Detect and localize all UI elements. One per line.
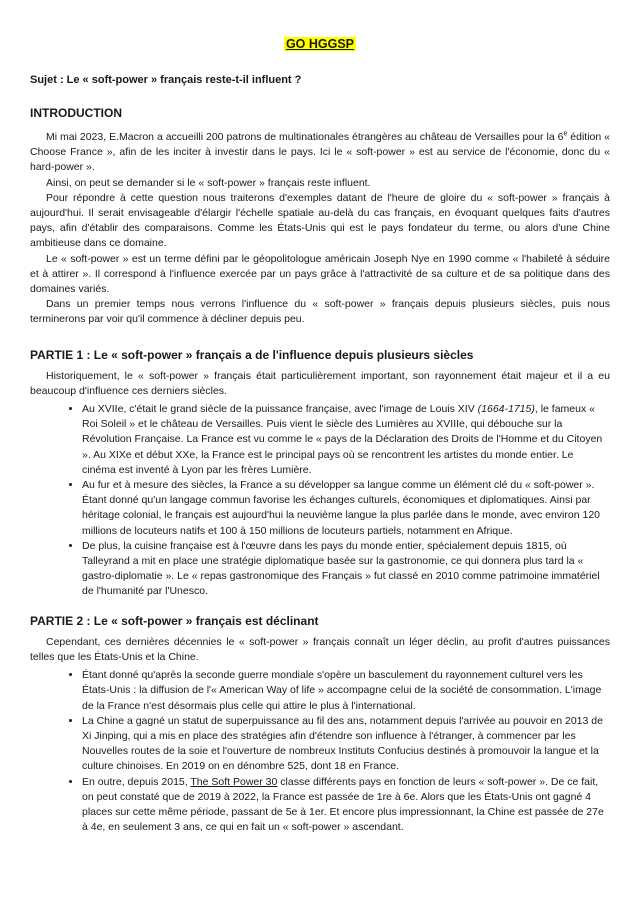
soft-power-30-link[interactable]: The Soft Power 30: [190, 775, 278, 788]
list-item: • Au XVIIe, c'était le grand siècle de la puissance française, avec l'image de Louis XIV (1664-1715), le fameux « Roi Soleil » et le château de Versailles. Puis vient le siècle des Lumières au XVIIIe, qui débouche sur la Révolution Française. La France est vu comme le « pays de la Déclaration des Droits de l'Homme et du Citoyen ». Au XIXe et début XXe, la France est le principal pays où se rencontrent les artistes du monde entier. Le cinéma est inventé à Lyon par les frères Lumière.: [82, 402, 610, 478]
list-item: • En outre, depuis 2015, The Soft Power 30 classe différents pays en fonction de leurs « soft-power ». De ce fait, on peut constaté que de 2019 à 2022, la France est passée de 1re à 6e. Alors que les États-Unis ont gagné 4 places sur cette même période, passant de 5e à 1er. Et encore plus impressionnant, la Chine est passée de 27e à 4e, en seulement 3 ans, ce qui en fait un « soft-power » ascendant.: [82, 775, 610, 836]
intro-paragraph: Ainsi, on peut se demander si le « soft-power » français reste influent.: [46, 176, 371, 189]
intro-paragraph: Pour répondre à cette question nous traiterons d'exemples datant de l'heure de gloire du « soft-power » français à aujourd'hui. Il serait envisageable d'élargir l'échelle spatiale au-delà du cas français, en évoquant quelques faits d'autres pays, afin d'établir des comparaisons. Comme les États-Unis qui est le pays fondateur du terme, ou alors d'une Chine ambitieuse dans ce domaine.: [30, 191, 610, 250]
partie2-section: [30, 635, 610, 836]
partie1-list: [30, 402, 610, 600]
list-item: • La Chine a gagné un statut de superpuissance au fil des ans, notamment depuis l'arrivée au pouvoir en 2013 de Xi Jinping, qui a mis en place des stratégies afin d'étendre son influence à l'étranger, à commencer par les Nouvelles routes de la soie et l'ouverture de nombreux Instituts Confucius destinés à promouvoir la langue et la culture chinoises. En 2019 on en dénombre 525, dont 18 en France.: [82, 714, 610, 775]
intro-paragraph: Dans un premier temps nous verrons l'influence du « soft-power » français depuis plusieurs siècles, puis nous terminerons par voir qu'il commence à décliner depuis peu.: [30, 298, 610, 326]
partie1-intro: Historiquement, le « soft-power » français était particulièrement important, son rayonnement était majeur et il a eu beaucoup d'influence ces derniers siècles.: [30, 369, 610, 397]
intro-paragraph: Mi mai 2023, E.Macron a accueilli 200 patrons de multinationales étrangères au château de Versailles pour la 6e édition « Choose France », afin de les inciter à investir dans le pays. Ici le « soft-power » est au service de l'économie, donc du « hard-power ».: [30, 130, 610, 174]
intro-paragraph: Le « soft-power » est un terme défini par le géopolitologue américain Joseph Nye en 1990 comme « l'habileté à séduire et à attirer ». Il correspond à l'influence exercée par un pays grâce à l'attractivité de sa culture et de sa politique dans des domaines variés.: [30, 252, 610, 296]
document-title: GO HGGSP: [285, 37, 355, 51]
subject-line: Sujet : Le « soft-power » français reste-t-il influent ?: [30, 74, 302, 86]
list-item: • Étant donné qu'après la seconde guerre mondiale s'opère un basculement du rayonnement culturel vers les États-Unis : la diffusion de l'« American Way of life » accompagne celui de la société de consommation. L'image de la France n'est désormais plus celle qui attire le plus à l'international.: [82, 668, 610, 714]
partie2-list: [30, 668, 610, 835]
partie2-intro: Cependant, ces dernières décennies le « soft-power » français connaît un léger déclin, au profit d'autres puissances telles que les États-Unis et la Chine.: [30, 635, 610, 663]
introduction-heading: INTRODUCTION: [30, 106, 122, 120]
list-item: • Au fur et à mesure des siècles, la France a su développer sa langue comme un élément clé du « soft-power ». Étant donné qu'un langage commun favorise les échanges culturels, économiques et diplomatiques. Ainsi par héritage colonial, le français est aujourd'hui la neuvième langue la plus parlée dans le monde, avec environ 120 millions de locuteurs natifs et 100 à 150 millions de locuteurs partiels, notamment en Afrique.: [82, 478, 610, 539]
partie1-heading: PARTIE 1 : Le « soft-power » français a de l'influence depuis plusieurs siècles: [30, 347, 474, 362]
introduction-section: [30, 130, 610, 328]
partie2-heading: PARTIE 2 : Le « soft-power » français est déclinant: [30, 613, 319, 628]
list-item: • De plus, la cuisine française est à l'œuvre dans les pays du monde entier, spécialement depuis 1815, où Talleyrand a mit en place une stratégie diplomatique basée sur la gastronomie, ce qui donnera plus tard la « gastro-diplomatie ». Le « repas gastronomique des Français » fut classé en 2010 comme patrimoine immatériel de l'humanité par l'Unesco.: [82, 539, 610, 600]
title-wrap: [30, 0, 610, 53]
partie1-section: [30, 369, 610, 600]
